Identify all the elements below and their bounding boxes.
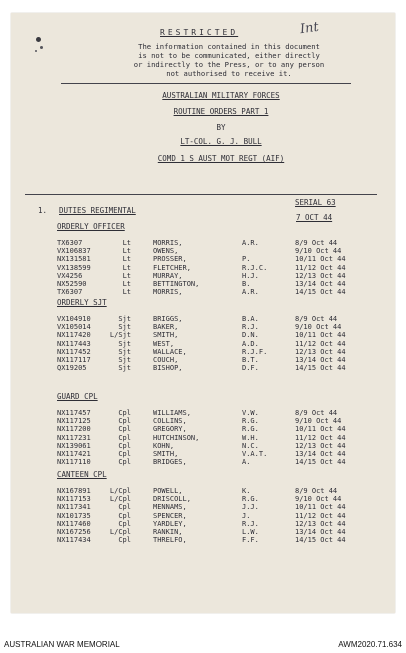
surname: COUCH, (153, 356, 179, 364)
surname: BAKER, (153, 323, 179, 332)
service-number: NX117110 (57, 458, 91, 467)
initials: R.G. (242, 425, 259, 434)
duty-date: 12/13 Oct 44 (295, 519, 346, 528)
duty-date: 10/11 Oct 44 (295, 255, 346, 264)
service-number: NX117421 (57, 450, 91, 458)
rank: Lt (122, 271, 131, 280)
roster-row (11, 247, 395, 255)
service-number: NX52590 (57, 280, 87, 288)
service-number: VX104910 (57, 315, 91, 323)
initials: V.W. (242, 409, 259, 417)
duty-date: 11/12 Oct 44 (295, 511, 346, 520)
roster-row (11, 442, 395, 450)
duty-date: 13/14 Oct 44 (295, 280, 346, 288)
duty-date: 9/10 Oct 44 (295, 495, 342, 504)
service-number: NX117460 (57, 519, 91, 528)
service-number: NX117452 (57, 347, 91, 356)
group-title: GUARD CPL (57, 392, 98, 401)
roster-row (11, 348, 395, 356)
roster-row (11, 409, 395, 417)
initials: B.A. (242, 315, 259, 323)
duty-date: 13/14 Oct 44 (295, 450, 346, 458)
service-number: NX139061 (57, 441, 91, 450)
roster-row (11, 450, 395, 458)
roster-row (11, 288, 395, 296)
service-number: NX131581 (57, 255, 91, 264)
rank: Cpl (118, 450, 131, 458)
roster-row (11, 264, 395, 272)
duty-date: 14/15 Oct 44 (295, 536, 346, 545)
rank: Lt (122, 239, 131, 247)
punch-hole (35, 50, 37, 52)
roster-row (11, 434, 395, 442)
rank: L/Cpl (109, 495, 131, 504)
rank: Cpl (118, 425, 131, 434)
initials: J. (242, 511, 251, 520)
initials: A.R. (242, 239, 259, 247)
rank: Cpl (118, 458, 131, 467)
duty-date: 14/15 Oct 44 (295, 458, 346, 467)
surname: KOHN, (153, 441, 175, 450)
rank: Cpl (118, 519, 131, 528)
restricted-heading: RESTRICTED (160, 28, 239, 37)
service-number: VX4256 (57, 271, 83, 280)
surname: WILLIAMS, (153, 409, 191, 417)
surname: GREGORY, (153, 425, 187, 434)
surname: POWELL, (153, 487, 183, 495)
officer-name: LT-COL. G. J. BULL (180, 137, 262, 146)
group-title: CANTEEN CPL (57, 470, 107, 479)
initials: L.W. (242, 528, 259, 536)
rank: Sjt (118, 356, 131, 364)
duty-date: 14/15 Oct 44 (295, 288, 346, 297)
rank: Sjt (118, 364, 131, 373)
group-title: ORDERLY SJT (57, 298, 107, 307)
service-number: NX117434 (57, 536, 91, 545)
roster-row (11, 239, 395, 247)
initials: A.R. (242, 288, 259, 297)
duty-date: 8/9 Oct 44 (295, 487, 338, 495)
rank: L/Cpl (109, 528, 131, 536)
notice-line: or indirectly to the Press, or to any person (133, 60, 325, 69)
rank: Cpl (118, 409, 131, 417)
section-title: DUTIES REGIMENTAL (59, 206, 136, 215)
duty-date: 11/12 Oct 44 (295, 263, 346, 272)
roster-row (11, 520, 395, 528)
service-number: NX117153 (57, 495, 91, 504)
service-number: NX117457 (57, 409, 91, 417)
surname: MORRIS, (153, 288, 183, 297)
initials: J.J. (242, 503, 259, 512)
roster-row (11, 528, 395, 536)
duty-date: 12/13 Oct 44 (295, 271, 346, 280)
rank: Sjt (118, 339, 131, 348)
service-number: NX167256 (57, 528, 91, 536)
rank: Sjt (118, 315, 131, 323)
roster-row (11, 272, 395, 280)
duty-date: 10/11 Oct 44 (295, 331, 346, 340)
service-number: NX117341 (57, 503, 91, 512)
service-number: NX167891 (57, 487, 91, 495)
initials: A. (242, 458, 251, 467)
initials: R.J. (242, 323, 259, 332)
duty-date: 8/9 Oct 44 (295, 239, 338, 247)
service-number: NX117231 (57, 433, 91, 442)
rank: Sjt (118, 323, 131, 332)
duty-date: 8/9 Oct 44 (295, 409, 338, 417)
duty-date: 9/10 Oct 44 (295, 247, 342, 256)
rank: Sjt (118, 347, 131, 356)
service-number: NX117420 (57, 331, 91, 340)
rank: Cpl (118, 536, 131, 545)
by-label: BY (216, 123, 226, 132)
duty-date: 9/10 Oct 44 (295, 417, 342, 426)
caption-bar (0, 634, 406, 653)
duty-date: 10/11 Oct 44 (295, 425, 346, 434)
rank: Lt (122, 288, 131, 297)
rank: Cpl (118, 511, 131, 520)
roster-row (11, 503, 395, 511)
roster-row (11, 512, 395, 520)
roster-row (11, 487, 395, 495)
initials: B.T. (242, 356, 259, 364)
roster-row (11, 536, 395, 544)
roster-row (11, 364, 395, 372)
surname: FLETCHER, (153, 263, 191, 272)
rank: Lt (122, 247, 131, 256)
surname: HUTCHINSON, (153, 433, 200, 442)
orders-title: ROUTINE ORDERS PART 1 (173, 107, 269, 116)
service-number: VX138599 (57, 263, 91, 272)
initials: D.N. (242, 331, 259, 340)
divider-line (61, 83, 351, 84)
initials: R.G. (242, 495, 259, 504)
initials: D.F. (242, 364, 259, 373)
initials: R.G. (242, 417, 259, 426)
roster-row (11, 280, 395, 288)
force-title: AUSTRALIAN MILITARY FORCES (162, 91, 280, 100)
service-number: NX117200 (57, 425, 91, 434)
surname: BRIGGS, (153, 315, 183, 323)
duty-date: 13/14 Oct 44 (295, 528, 346, 536)
roster-row (11, 315, 395, 323)
punch-hole (36, 37, 41, 42)
duty-date: 14/15 Oct 44 (295, 364, 346, 373)
notice-line: not authorised to receive it. (166, 69, 292, 78)
duty-date: 11/12 Oct 44 (295, 339, 346, 348)
surname: MORRIS, (153, 239, 183, 247)
duty-date: 11/12 Oct 44 (295, 433, 346, 442)
roster-row (11, 340, 395, 348)
duty-date: 9/10 Oct 44 (295, 323, 342, 332)
serial-number: SERIAL 63 (295, 198, 336, 207)
surname: MENNAMS, (153, 503, 187, 512)
roster-row (11, 356, 395, 364)
rank: Cpl (118, 441, 131, 450)
service-number: VX105014 (57, 323, 91, 332)
service-number: TX6307 (57, 239, 83, 247)
initials: K. (242, 487, 251, 495)
surname: OWENS, (153, 247, 179, 256)
rank: Lt (122, 280, 131, 288)
roster-row (11, 425, 395, 433)
rank: Lt (122, 263, 131, 272)
surname: BRIDGES, (153, 458, 187, 467)
roster-row (11, 331, 395, 339)
surname: BETTINGTON, (153, 280, 200, 288)
surname: WALLACE, (153, 347, 187, 356)
roster-row (11, 458, 395, 466)
service-number: NX101735 (57, 511, 91, 520)
handwritten-note: Int (299, 19, 320, 38)
document-page (11, 13, 395, 613)
service-number: VX106837 (57, 247, 91, 256)
initials: R.J.F. (242, 347, 268, 356)
rank: L/Cpl (109, 487, 131, 495)
surname: DRISCOLL, (153, 495, 191, 504)
divider-line (25, 194, 377, 195)
rank: Cpl (118, 433, 131, 442)
caption-accession-number: AWM2020.71.634 (338, 640, 402, 649)
surname: WEST, (153, 339, 175, 348)
initials: N.C. (242, 441, 259, 450)
service-number: NX117117 (57, 356, 91, 364)
initials: H.J. (242, 271, 259, 280)
rank: Cpl (118, 417, 131, 426)
punch-hole (40, 46, 43, 49)
duty-date: 8/9 Oct 44 (295, 315, 338, 323)
initials: P. (242, 255, 251, 264)
service-number: TX6307 (57, 288, 83, 297)
surname: PROSSER, (153, 255, 187, 264)
caption-institution: AUSTRALIAN WAR MEMORIAL (4, 640, 120, 649)
duty-date: 10/11 Oct 44 (295, 503, 346, 512)
surname: MURRAY, (153, 271, 183, 280)
surname: THRELFO, (153, 536, 187, 545)
roster-row (11, 323, 395, 331)
initials: R.J.C. (242, 263, 268, 272)
rank: Lt (122, 255, 131, 264)
surname: SPENCER, (153, 511, 187, 520)
surname: BISHOP, (153, 364, 183, 373)
order-date: 7 OCT 44 (296, 213, 333, 222)
duty-date: 12/13 Oct 44 (295, 441, 346, 450)
notice-line: The information contained in this document (138, 42, 320, 51)
group-title: ORDERLY OFFICER (57, 222, 125, 231)
service-number: QX19205 (57, 364, 87, 373)
service-number: NX117125 (57, 417, 91, 426)
initials: F.F. (242, 536, 259, 545)
initials: W.H. (242, 433, 259, 442)
roster-row (11, 255, 395, 263)
security-notice (107, 42, 351, 78)
service-number: NX117443 (57, 339, 91, 348)
roster-row (11, 495, 395, 503)
initials: B. (242, 280, 251, 288)
roster-row (11, 417, 395, 425)
initials: R.J. (242, 519, 259, 528)
surname: RANKIN, (153, 528, 183, 536)
surname: YARDLEY, (153, 519, 187, 528)
duty-date: 12/13 Oct 44 (295, 347, 346, 356)
rank: Cpl (118, 503, 131, 512)
unit-name: COMD 1 S AUST MOT REGT (AIF) (157, 154, 285, 163)
surname: SMITH, (153, 450, 179, 458)
surname: SMITH, (153, 331, 179, 340)
rank: L/Sjt (109, 331, 131, 340)
surname: COLLINS, (153, 417, 187, 426)
initials: A.D. (242, 339, 259, 348)
duty-date: 13/14 Oct 44 (295, 356, 346, 364)
initials: V.A.T. (242, 450, 268, 458)
notice-line: is not to be communicated, either directly (138, 51, 320, 60)
section-number: 1. (38, 206, 48, 215)
